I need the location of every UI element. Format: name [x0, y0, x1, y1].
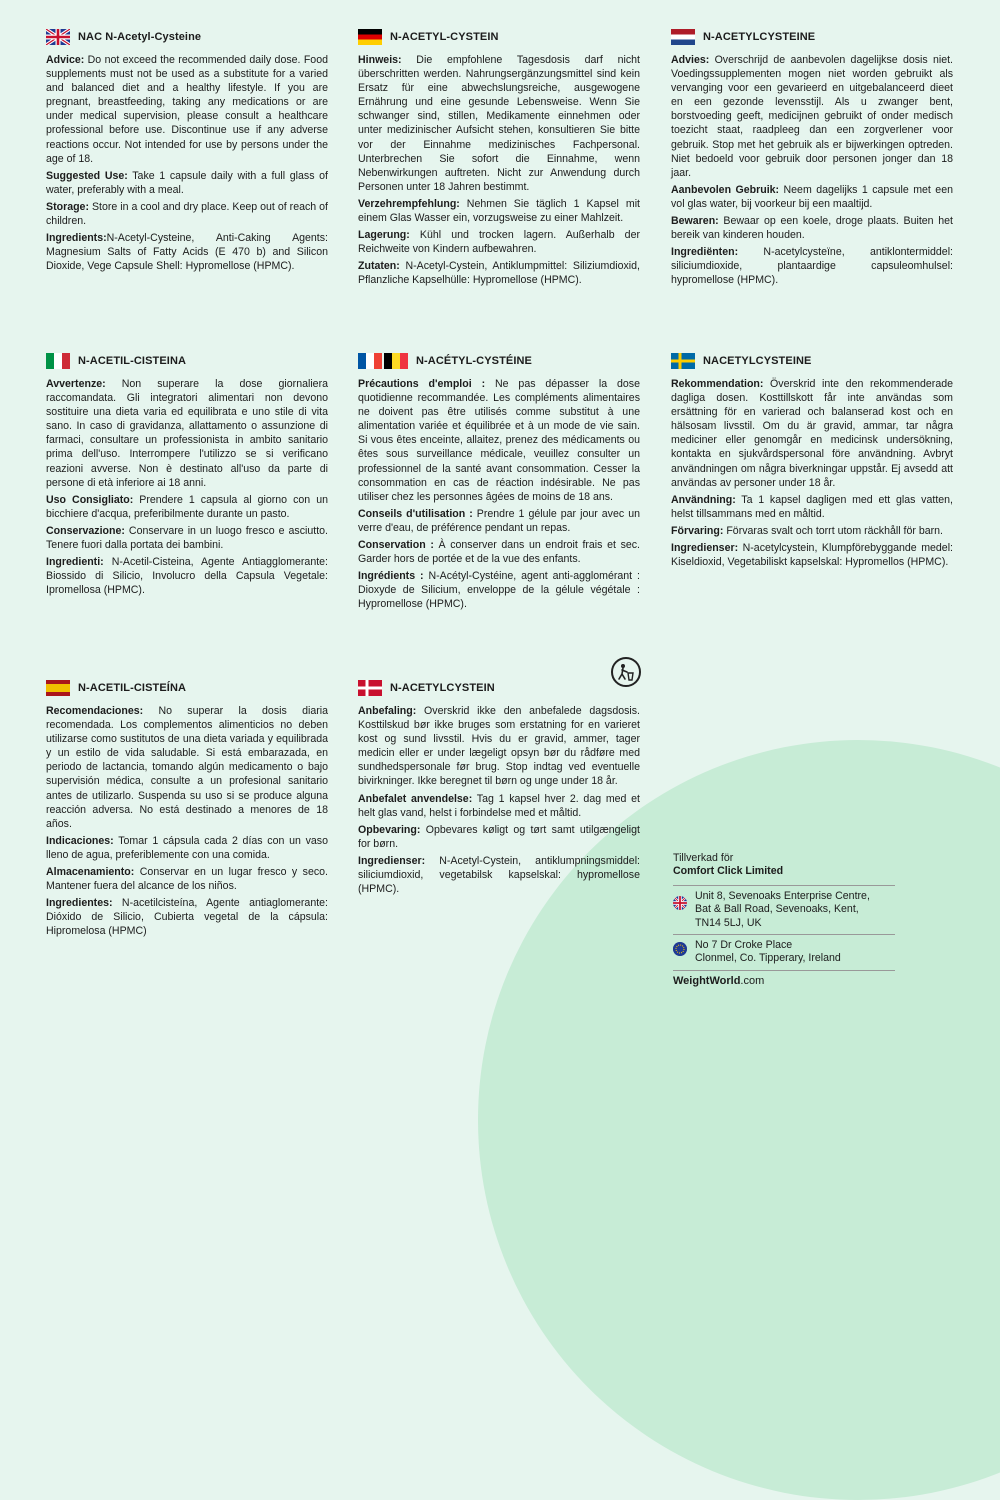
paragraph	[46, 231, 328, 273]
para-label: Ingredienti:	[46, 556, 104, 569]
para-text: Die empfohlene Tagesdosis darf nicht überschritten werden. Nahrungsergänzungsmittel sind kein Ersatz für eine abwechslungsreiche, ausgewogene Ernährung und eine gesunde Lebensweise. Wenn Sie schwanger sind, stillen, Medikamente einnehmen oder unter medizinischer Aufsicht stehen, konsultieren Sie bitte vor der Einnahme medizinisches Fachpersonal. Unterbrechen Sie sofort die Einnahme, wenn Nebenwirkungen auftreten. Nicht zur Anwendung durch Personen unter 18 Jahren bestimmt.	[358, 54, 640, 193]
para-text: N-acetilcisteína, Agente antiaglomerante: Dióxido de Silicio, Cubierta vegetal de la cápsula: Hipromelosa (HPMC)	[46, 897, 328, 938]
para-text: N-acetylcysteïne, antiklontermiddel: siliciumdioxide, plantaardige capsuleomhulsel: hypromellose (HPMC).	[671, 246, 953, 287]
website-domain: .com	[740, 974, 765, 987]
para-text: Ne pas dépasser la dose quotidienne recommandée. Les compléments alimentaires ne doivent pas être utilisés comme substitut à une alimentation variée et équilibrée et à un mode de vie sain. Si vous êtes enceinte, allaitez, prenez des médicaments ou êtes sous surveillance médicale, veuillez consulter un professionnel de la santé avant consommation. Cesser la consommation en cas de réaction indésirable. Ne pas utiliser chez les personnes âgées de moins de 18 ans.	[358, 378, 640, 503]
section-title: N-ACETIL-CISTEINA	[78, 354, 187, 367]
para-label: Storage:	[46, 200, 89, 213]
para-label: Anbefalet anvendelse:	[358, 792, 473, 805]
address-line: Unit 8, Sevenoaks Enterprise Centre,	[695, 889, 870, 902]
france-flag-icon	[358, 353, 382, 369]
para-text: Neem dagelijks 1 capsule met een vol glas water, bij voorkeur bij een maaltijd.	[671, 183, 953, 210]
paragraph	[358, 704, 640, 789]
para-text: No superar la dosis diaria recomendada. Los complementos alimenticios no deben utilizarse como sustitutos de una dieta variada y equilibrada y un estilo de vida saludable. Si está embarazada, en periodo de lactancia, tomando algún medicamento o bajo supervisión médica, consulte a un profesional sanitario antes de utilizarlo. Suspenda su uso si se produce alguna reacción adversa. No está destinado a menores de 18 años.	[46, 705, 328, 830]
section-dk	[358, 679, 640, 899]
para-text: N-Acétyl-Cystéine, agent anti-agglomérant : Dioxyde de Silicium, enveloppe de la gélule végétale : Hypromellose (HPMC).	[358, 570, 640, 611]
paragraph	[358, 259, 640, 287]
para-label: Opbevaring:	[358, 823, 421, 836]
para-label: Ingredienser:	[358, 854, 426, 867]
paragraph	[46, 865, 328, 893]
section-title: N-ACÉTYL-CYSTÉINE	[416, 354, 532, 367]
ie-address	[673, 934, 895, 970]
uk-address	[673, 885, 895, 934]
para-label: Advies:	[671, 54, 710, 66]
section-title: NACETYLCYSTEINE	[703, 354, 812, 367]
address-line: Bat & Ball Road, Sevenoaks, Kent,	[695, 903, 859, 916]
para-text: N-Acetil-Cisteina, Agente Antiagglomerante: Biossido di Silicio, Involucro della Capsula Vegetale: Ipromellosa (HPMC).	[46, 556, 328, 597]
section-it	[46, 352, 328, 600]
para-text: N-acetylcystein, Klumpförebyggande medel: Kiseldioxid, Vegetabiliskt kapselskal: Hypromellos (HPMC).	[671, 542, 953, 569]
italy-flag-icon	[46, 353, 70, 369]
para-text: Overschrijd de aanbevolen dagelijkse dosis niet. Voedingssupplementen mogen niet worden gebruikt als vervanging voor een gevarieerd en uitgebalanceerd dieet en een gezonde levensstijl. Als u zwanger bent, borstvoeding geeft, medicijnen gebruikt of onder medisch toezicht staat, raadpleeg dan een zorgverlener voor gebruik. Stop met het gebruik als er bijwerkingen optreden. Niet bedoeld voor gebruik door personen jonger dan 18 jaar.	[671, 54, 953, 179]
paragraph	[46, 555, 328, 597]
para-label: Ingredienser:	[671, 542, 739, 555]
para-text: Conservar en un lugar fresco y seco. Mantener fuera del alcance de los niños.	[46, 866, 328, 893]
section-header	[671, 28, 953, 46]
address-lines	[695, 939, 841, 966]
para-text: Tomar 1 cápsula cada 2 días con un vaso lleno de agua, preferiblemente con una comida.	[46, 834, 328, 861]
netherlands-flag-icon	[671, 29, 695, 45]
para-label: Suggested Use:	[46, 169, 128, 182]
section-header	[46, 28, 328, 46]
paragraph	[671, 53, 953, 180]
section-de	[358, 28, 640, 291]
para-label: Advice:	[46, 54, 85, 66]
para-label: Förvaring:	[671, 524, 724, 537]
section-header	[671, 352, 953, 370]
paragraph	[358, 507, 640, 535]
paragraph	[46, 493, 328, 521]
para-text: Overskrid ikke den anbefalede dagsdosis. Kosttilskud bør ikke bruges som erstatning for en varieret kost og sund livsstil. Hvis du er gravid, ammer, tager medicin eller er under lægeligt opsyn bør du rådføre med sundhedspersonale før brug. Stop indtag ved eventuelle bivirkninger. Ikke beregnet til børn og unge under 18 år.	[358, 705, 640, 788]
para-label: Avvertenze:	[46, 378, 106, 390]
para-label: Ingrédients :	[358, 570, 424, 583]
section-header	[46, 679, 328, 697]
manufacturer-address	[673, 852, 895, 988]
section-title: N-ACETYLCYSTEINE	[703, 30, 816, 43]
para-label: Indicaciones:	[46, 834, 114, 847]
para-label: Recomendaciones:	[46, 705, 144, 717]
section-fr	[358, 352, 640, 615]
section-header	[358, 352, 640, 370]
para-text: Conservare in un luogo fresco e asciutto. Tenere fuori dalla portata dei bambini.	[46, 524, 328, 552]
paragraph	[46, 377, 328, 490]
para-label: Précautions d'emploi :	[358, 378, 486, 390]
section-se	[671, 352, 953, 572]
para-text: À conserver dans un endroit frais et sec. Garder hors de portée et de la vue des enfants.	[358, 539, 640, 566]
section-title: N-ACETIL-CISTEÍNA	[78, 681, 187, 694]
para-label: Ingredients:	[46, 232, 107, 245]
section-title: N-ACETYL-CYSTEIN	[390, 30, 499, 43]
germany-flag-icon	[358, 29, 382, 45]
section-header	[358, 679, 640, 697]
para-text: N-Acetyl-Cystein, antiklumpningsmiddel: siliciumdioxid, vegetabilsk kapselskal: hypromellose (HPMC).	[358, 854, 640, 896]
address-line: Clonmel, Co. Tipperary, Ireland	[695, 952, 841, 965]
paragraph	[46, 524, 328, 552]
section-nl	[671, 28, 953, 291]
website-brand: WeightWorld	[673, 974, 741, 987]
paragraph	[671, 377, 953, 490]
company-name: Comfort Click Limited	[673, 865, 784, 878]
paragraph	[46, 200, 328, 228]
para-label: Conservation :	[358, 539, 434, 552]
para-text: Do not exceed the recommended daily dose. Food supplements must not be used as a substitute for a varied and balanced diet and a healthy lifestyle. If you are pregnant, breastfeeding, taking any medications or are under medical supervision, please consult a healthcare professional before use. Discontinue use if any adverse reactions occur. Not intended for use by persons under the age of 18.	[46, 54, 328, 165]
section-title: N-ACETYLCYSTEIN	[390, 681, 495, 694]
belgium-flag-icon	[384, 353, 408, 369]
para-text: Nehmen Sie täglich 1 Kapsel mit einem Glas Wasser ein, vorzugsweise zu einer Mahlzeit.	[358, 197, 640, 225]
section-en	[46, 28, 328, 276]
address-label: Tillverkad för	[673, 852, 734, 864]
paragraph	[671, 245, 953, 287]
website	[673, 970, 895, 988]
para-text: Non superare la dose giornaliera raccomandata. Gli integratori alimentari non devono sostituire una dieta varia ed equilibrata e uno stile di vita sano. In caso di gravidanza, allattamento o assunzione di farmaci, consultare un professionista in ambito sanitario prima dell'uso. Interrompere l'utilizzo se si verificano reazioni avverse. Non è destinato all'uso da parte di persone di età inferiore ai 18 anni.	[46, 378, 328, 489]
uk-flag-icon	[46, 29, 70, 45]
para-text: Förvaras svalt och torrt utom räckhåll för barn.	[723, 524, 943, 537]
para-text: Opbevares køligt og tørt samt utilgængeligt for børn.	[358, 823, 640, 850]
para-text: N-Acetyl-Cystein, Antiklumpmittel: Siliziumdioxid, Pflanzliche Kapselhülle: Hypromellose (HPMC).	[358, 260, 640, 287]
para-label: Conservazione:	[46, 524, 125, 537]
para-label: Lagerung:	[358, 229, 410, 242]
para-label: Zutaten:	[358, 260, 400, 273]
paragraph	[358, 854, 640, 896]
paragraph	[671, 493, 953, 521]
address-lines	[695, 890, 870, 930]
para-label: Ingredientes:	[46, 897, 113, 910]
paragraph	[358, 569, 640, 611]
para-text: Ta 1 kapsel dagligen med ett glas vatten, helst tillsammans med en måltid.	[671, 493, 953, 520]
para-label: Aanbevolen Gebruik:	[671, 183, 780, 196]
section-header	[46, 352, 328, 370]
paragraph	[358, 53, 640, 194]
para-label: Uso Consigliato:	[46, 493, 134, 506]
para-text: Överskrid inte den rekommenderade dagliga dosen. Kosttillskott får inte användas som ersättning för en varierad och balanserad kost och en hälsosam livsstil. Om du är gravid, ammar, tar några mediciner eller genomgår en medicinsk undersökning, kontakta en sjukvårdspersonal före användning. Avbryt användningen om några biverkningar uppstår. Ej avsedd att användas av personer under 18 år.	[671, 378, 953, 489]
paragraph	[671, 214, 953, 242]
paragraph	[671, 183, 953, 211]
tidyman-recycle-icon	[611, 657, 641, 687]
para-label: Ingrediënten:	[671, 246, 739, 259]
paragraph	[358, 228, 640, 256]
para-label: Användning:	[671, 493, 736, 506]
paragraph	[46, 834, 328, 862]
para-label: Verzehrempfehlung:	[358, 197, 460, 210]
paragraph	[46, 896, 328, 938]
para-label: Hinweis:	[358, 54, 402, 66]
sweden-flag-icon	[671, 353, 695, 369]
paragraph	[358, 197, 640, 225]
para-label: Almacenamiento:	[46, 866, 135, 879]
para-label: Anbefaling:	[358, 705, 417, 717]
uk-flag-icon	[673, 896, 687, 910]
eu-flag-icon	[673, 942, 687, 956]
address-line: TN14 5LJ, UK	[695, 916, 762, 929]
section-title: NAC N-Acetyl-Cysteine	[78, 30, 202, 43]
paragraph	[671, 541, 953, 569]
paragraph	[358, 823, 640, 851]
para-label: Conseils d'utilisation :	[358, 507, 473, 520]
paragraph	[46, 53, 328, 166]
para-text: Take 1 capsule daily with a full glass of water, preferably with a meal.	[46, 169, 328, 196]
para-label: Bewaren:	[671, 215, 719, 228]
para-text: Prendre 1 gélule par jour avec un verre d'eau, de préférence pendant un repas.	[358, 507, 640, 534]
para-text: Bewaar op een koele, droge plaats. Buiten het bereik van kinderen houden.	[671, 215, 953, 242]
para-text: N-Acetyl-Cysteine, Anti-Caking Agents: Magnesium Salts of Fatty Acids (E 470 b) and Silicon Dioxide, Vege Capsule Shell: Hypromellose (HPMC).	[46, 232, 328, 273]
paragraph	[671, 524, 953, 538]
paragraph	[46, 169, 328, 197]
paragraph	[358, 538, 640, 566]
section-header	[358, 28, 640, 46]
para-text: Tag 1 kapsel hver 2. dag med et helt glas vand, helst i forbindelse med et måltid.	[358, 792, 640, 819]
address-line: No 7 Dr Croke Place	[695, 939, 793, 952]
paragraph	[46, 704, 328, 831]
para-text: Prendere 1 capsula al giorno con un bicchiere d'acqua, preferibilmente durante un pasto.	[46, 493, 328, 520]
para-text: Kühl und trocken lagern. Außerhalb der Reichweite von Kindern aufbewahren.	[358, 229, 640, 256]
spain-flag-icon	[46, 680, 70, 696]
denmark-flag-icon	[358, 680, 382, 696]
para-label: Rekommendation:	[671, 378, 764, 390]
paragraph	[358, 377, 640, 504]
paragraph	[358, 792, 640, 820]
para-text: Store in a cool and dry place. Keep out of reach of children.	[46, 200, 328, 228]
section-es	[46, 679, 328, 942]
